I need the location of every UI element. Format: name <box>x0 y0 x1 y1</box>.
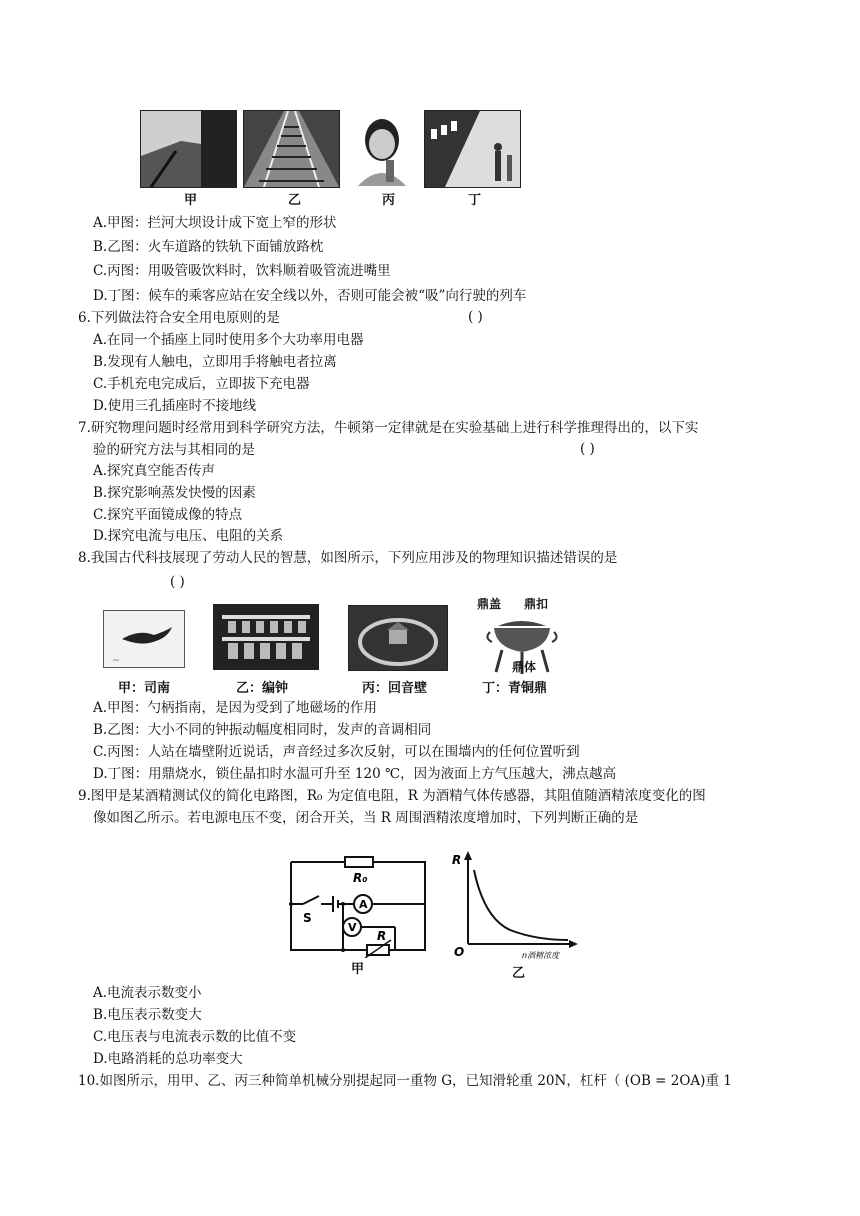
q8-option-b: B.乙图：大小不同的钟振动幅度相同时，发声的音调相同 <box>93 722 432 738</box>
caption-jia: 甲 <box>184 193 198 208</box>
q6-answer-blank: ( ) <box>468 309 483 325</box>
sinan-image <box>104 611 184 667</box>
ammeter-label: A <box>359 898 368 911</box>
q9-option-a: A.电流表示数变小 <box>93 985 202 1001</box>
q9-graph <box>450 848 580 960</box>
circuit-svg <box>285 848 430 958</box>
ding-body-label: 鼎体 <box>512 660 537 674</box>
q8-stem: 8.我国古代科技展现了劳动人民的智慧，如图所示，下列应用涉及的物理知识描述错误的是 <box>78 550 618 566</box>
photo-huiyinbi <box>348 605 448 671</box>
huiyinbi-image <box>349 606 447 670</box>
svg-text:~: ~ <box>112 656 120 666</box>
dam-image <box>141 111 236 187</box>
q9-stem-line1: 9.图甲是某酒精测试仪的简化电路图，R₀ 为定值电阻，R 为酒精气体传感器，其阻值随酒精浓度变化的图 <box>78 788 706 804</box>
photo-railway <box>243 110 340 188</box>
graph-origin-label: O <box>454 945 465 959</box>
q6-option-d: D.使用三孔插座时不接地线 <box>93 398 257 414</box>
r0-resistor <box>345 857 373 867</box>
boy-straw-image <box>348 110 416 186</box>
q6-stem: 6.下列做法符合安全用电原则的是 <box>78 310 280 326</box>
q9-option-d: D.电路消耗的总功率变大 <box>93 1051 243 1067</box>
q8-answer-blank: ( ) <box>170 574 185 590</box>
q9-circuit-diagram <box>285 848 430 958</box>
q8-option-c: C.丙图：人站在墙壁附近说话，声音经过多次反射，可以在围墙内的任何位置听到 <box>93 744 580 760</box>
ding-lid-label: 鼎盖 <box>477 597 502 611</box>
photo-straw <box>348 110 416 186</box>
q7-option-a: A.探究真空能否传声 <box>93 463 216 479</box>
caption-bianzhong: 乙：编钟 <box>236 681 289 696</box>
caption-sinan: 甲：司南 <box>118 681 171 696</box>
q7-answer-blank: ( ) <box>580 441 595 457</box>
photo-bianzhong <box>213 604 319 670</box>
q5-option-a: A.甲图：拦河大坝设计成下宽上窄的形状 <box>93 215 337 231</box>
q9-option-c: C.电压表与电流表示数的比值不变 <box>93 1029 297 1045</box>
switch-label: S <box>303 911 312 925</box>
q7-stem-line2: 验的研究方法与其相同的是 <box>93 442 255 458</box>
caption-bing: 丙 <box>382 193 396 208</box>
q9-stem-line2: 像如图乙所示。若电源电压不变，闭合开关，当 R 周围酒精浓度增加时，下列判断正确的是 <box>93 810 639 826</box>
caption-ding: 丁 <box>468 193 482 208</box>
graph-svg <box>450 848 580 960</box>
q10-stem: 10.如图所示，用甲、乙、丙三种简单机械分别提起同一重物 G，已知滑轮重 20N，杠杆（ (OB = 2OA)重 1 <box>78 1073 732 1089</box>
q6-option-b: B.发现有人触电，立即用手将触电者拉离 <box>93 354 337 370</box>
caption-yi: 乙 <box>288 193 302 208</box>
voltmeter-label: V <box>348 921 357 934</box>
caption-ding: 丁：青铜鼎 <box>482 681 548 696</box>
q6-option-a: A.在同一个插座上同时使用多个大功率用电器 <box>93 332 364 348</box>
sensor-label: R <box>377 929 387 943</box>
railway-image <box>244 111 339 187</box>
q7-option-b: B.探究影响蒸发快慢的因素 <box>93 485 256 501</box>
caption-huiyinbi: 丙：回音壁 <box>362 681 428 696</box>
graph-x-label: n酒精浓度 <box>522 951 560 960</box>
r-vs-concentration-curve <box>474 870 568 940</box>
q5-option-c: C.丙图：用吸管吸饮料时，饮料顺着吸管流进嘴里 <box>93 263 391 279</box>
q9-option-b: B.电压表示数变大 <box>93 1007 202 1023</box>
q8-option-a: A.甲图：勺柄指南，是因为受到了地磁场的作用 <box>93 700 378 716</box>
caption-graph-yi: 乙 <box>512 966 526 981</box>
q8-option-d: D.丁图：用鼎烧水，锁住晶扣时水温可升至 120 ℃，因为液面上方气压越大，沸点越高 <box>93 766 617 782</box>
photo-sinan <box>103 610 185 668</box>
q5-option-d: D.丁图：候车的乘客应站在安全线以外，否则可能会被“吸”向行驶的列车 <box>93 288 527 304</box>
photo-dam <box>140 110 237 188</box>
ding-buckle-label: 鼎扣 <box>524 597 549 611</box>
q5-option-b: B.乙图：火车道路的铁轨下面铺放路枕 <box>93 239 324 255</box>
q7-option-c: C.探究平面镜成像的特点 <box>93 507 243 523</box>
photo-station <box>424 110 521 188</box>
bianzhong-image <box>214 605 318 669</box>
caption-circuit-jia: 甲 <box>351 962 365 977</box>
q7-option-d: D.探究电流与电压、电阻的关系 <box>93 528 284 544</box>
station-image <box>425 111 520 187</box>
q7-stem-line1: 7.研究物理问题时经常用到科学研究方法，牛顿第一定律就是在实验基础上进行科学推理得出的，以下实 <box>78 420 699 436</box>
q6-option-c: C.手机充电完成后，立即拔下充电器 <box>93 376 310 392</box>
r0-label: R₀ <box>353 871 368 885</box>
graph-y-label: R <box>452 853 462 867</box>
